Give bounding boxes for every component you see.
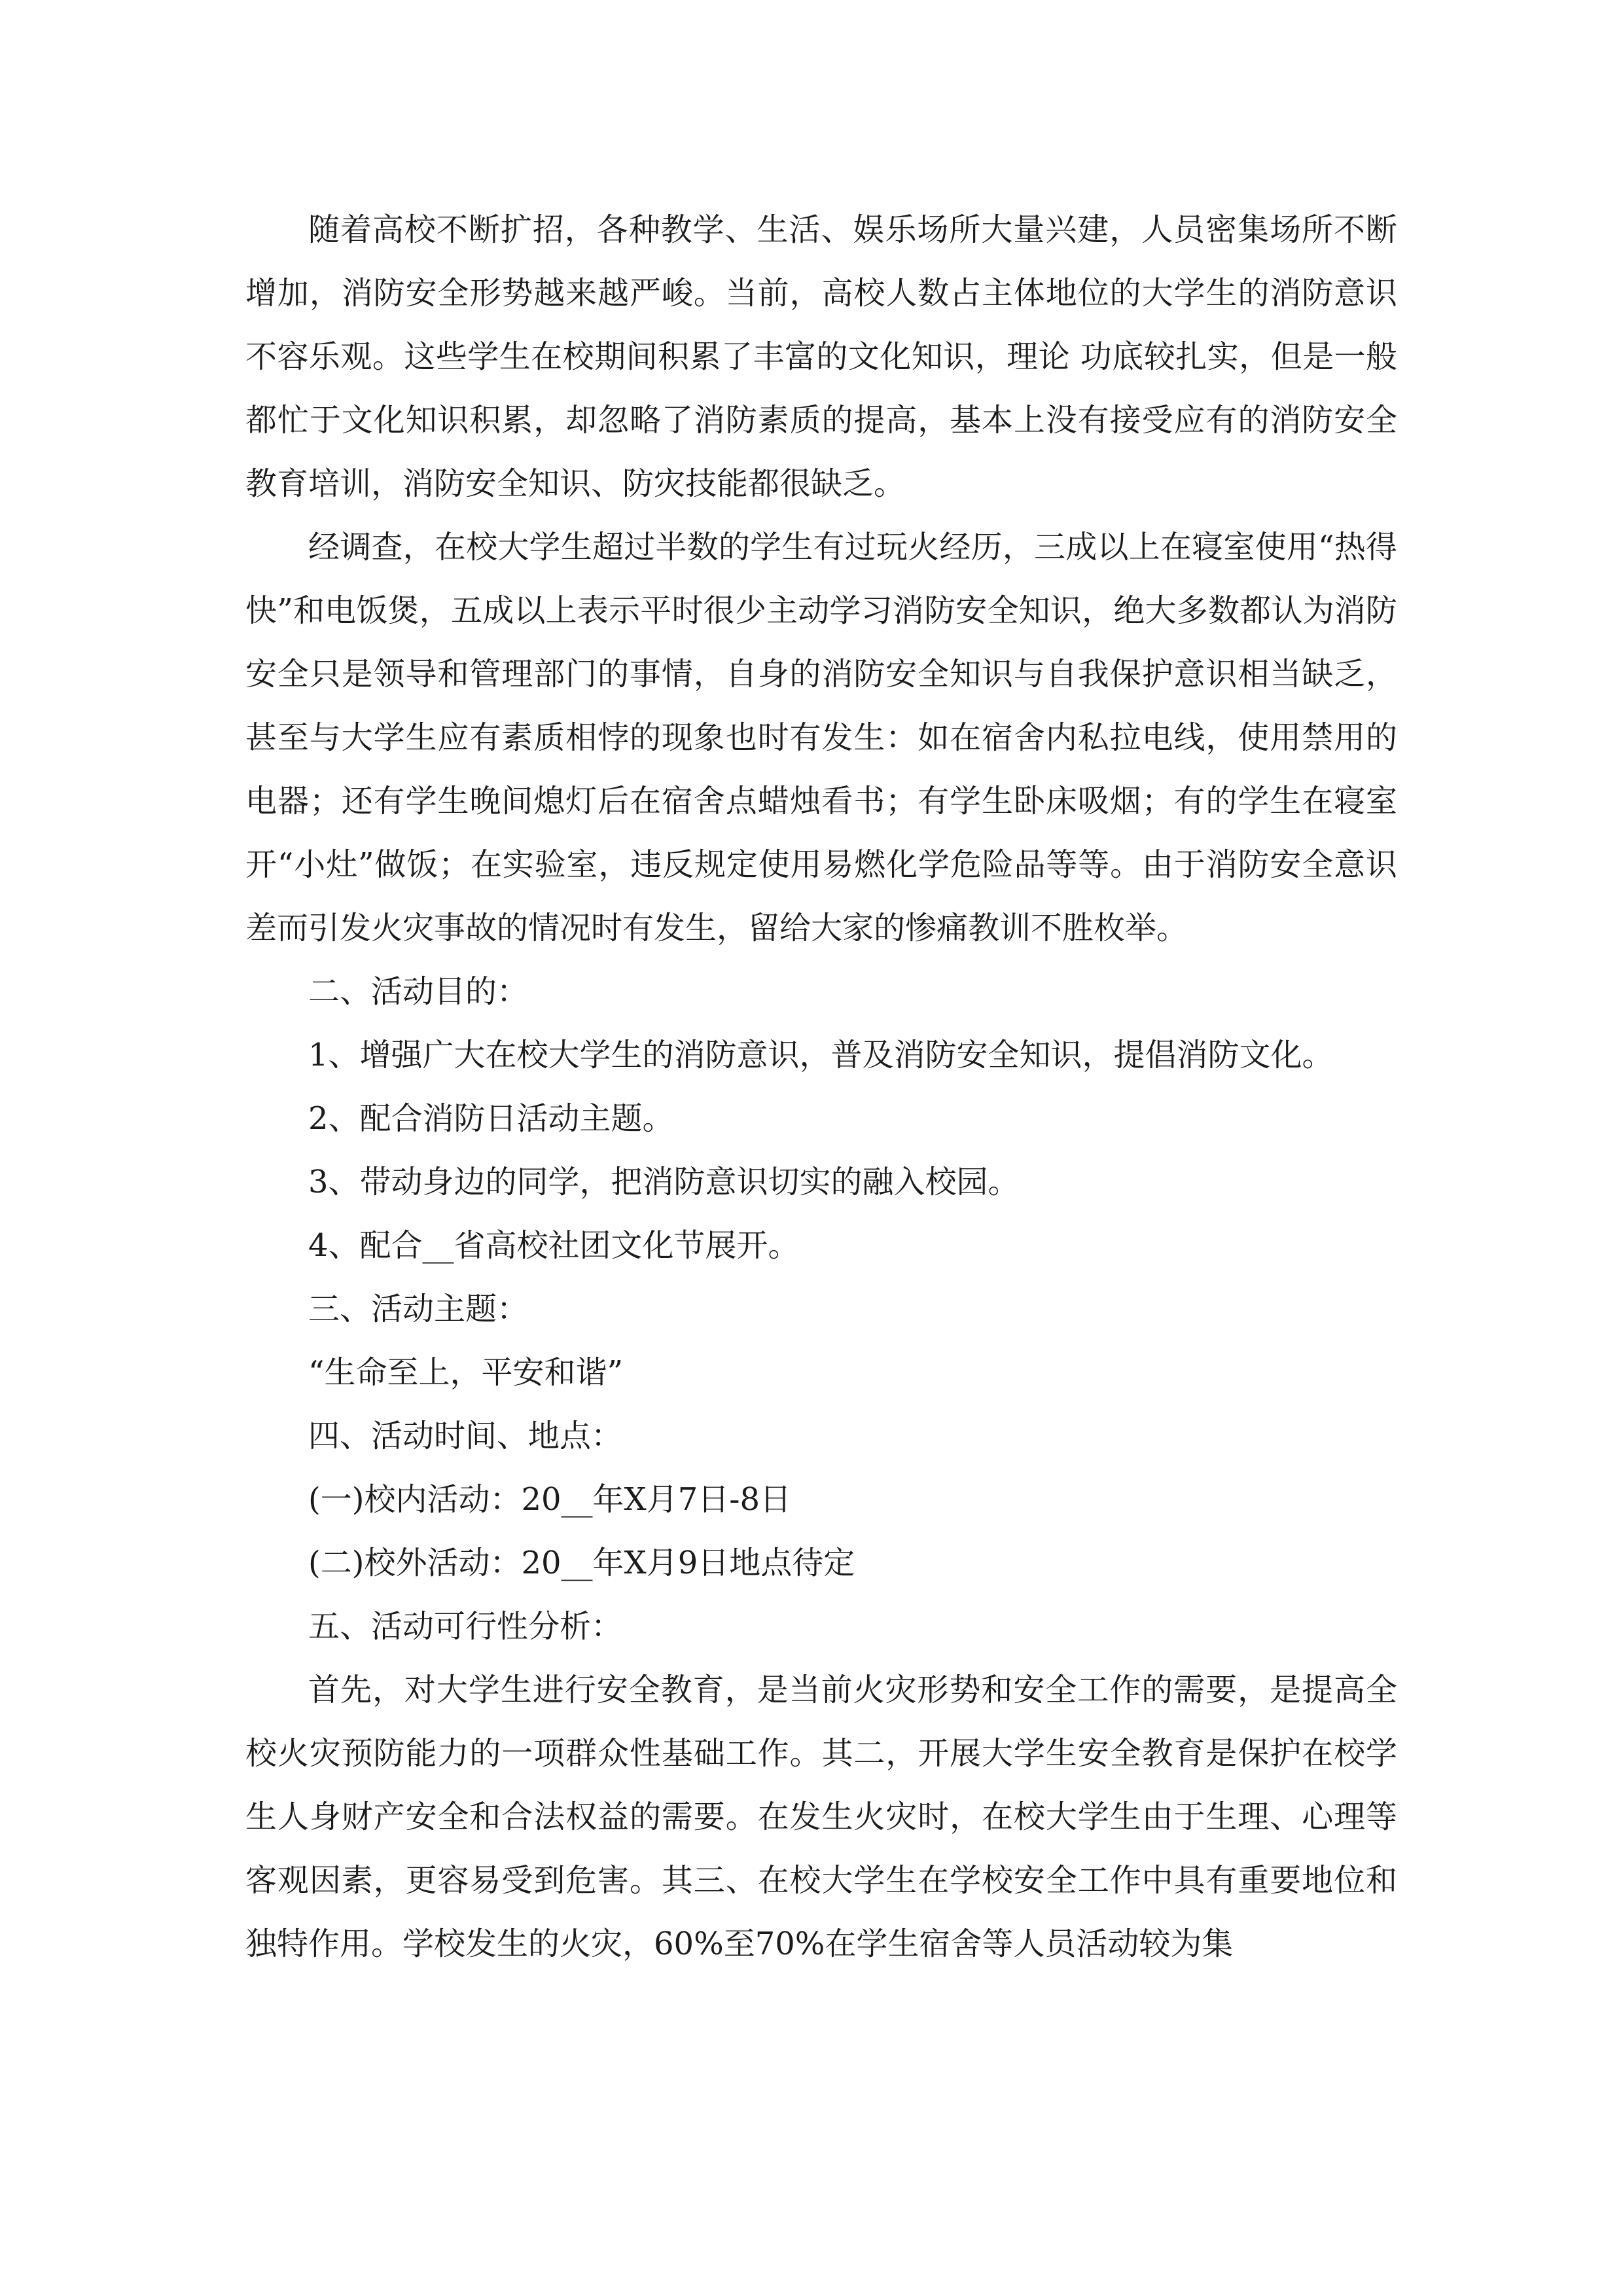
section-heading-activity-purpose: 二、活动目的： [308, 973, 529, 1010]
section-heading-activity-theme: 三、活动主题： [308, 1291, 529, 1327]
activity-theme-slogan: “生命至上，平安和谐” [308, 1354, 624, 1391]
schedule-on-campus: (一)校内活动：20__年X月7日-8日 [308, 1481, 792, 1518]
paragraph-survey-findings: 经调查，在校大学生超过半数的学生有过玩火经历，三成以上在寝室使用“热得快”和电饭煲，五成以上表示平时很少主动学习消防安全知识，绝大多数都认为消防安全只是领导和管理部门的事情，自身的消防安全知识与自我保护意识相当缺乏，甚至与大学生应有素质相悖的现象也时有发生：如在宿舍内私拉电线，使用禁用的电器；还有学生晚间熄灯后在宿舍点蜡烛看书；有学生卧床吸烟；有的学生在寝室开“小灶”做饭；在实验室，违反规定使用易燃化学危险品等等。由于消防安全意识差而引发火灾事故的情况时有发生，留给大家的惨痛教训不胜枚举。 [245, 529, 1397, 946]
purpose-item-1: 1、增强广大在校大学生的消防意识，普及消防安全知识，提倡消防文化。 [308, 1037, 1334, 1073]
section-heading-feasibility: 五、活动可行性分析： [308, 1608, 623, 1645]
section-heading-time-place: 四、活动时间、地点： [308, 1418, 623, 1454]
schedule-off-campus: (二)校外活动：20__年X月9日地点待定 [308, 1545, 855, 1581]
purpose-item-4: 4、配合__省高校社团文化节展开。 [308, 1227, 800, 1264]
paragraph-feasibility-analysis: 首先，对大学生进行安全教育，是当前火灾形势和安全工作的需要，是提高全校火灾预防能力的一项群众性基础工作。其二，开展大学生安全教育是保护在校学生人身财产安全和合法权益的需要。在发生火灾时，在校大学生由于生理、心理等客观因素，更容易受到危害。其三、在校大学生在学校安全工作中具有重要地位和独特作用。学校发生的火灾，60%至70%在学生宿舍等人员活动较为集 [245, 1672, 1397, 1962]
document-body [245, 198, 1397, 1976]
purpose-item-3: 3、带动身边的同学，把消防意识切实的融入校园。 [308, 1164, 1020, 1200]
paragraph-background-intro: 随着高校不断扩招，各种教学、生活、娱乐场所大量兴建，人员密集场所不断增加，消防安全形势越来越严峻。当前，高校人数占主体地位的大学生的消防意识不容乐观。这些学生在校期间积累了丰富的文化知识，理论 功底较扎实，但是一般都忙于文化知识积累，却忽略了消防素质的提高，基本上没有接受应有的消防安全教育培训，消防安全知识、防灾技能都很缺乏。 [245, 211, 1397, 502]
purpose-item-2: 2、配合消防日活动主题。 [308, 1100, 674, 1137]
